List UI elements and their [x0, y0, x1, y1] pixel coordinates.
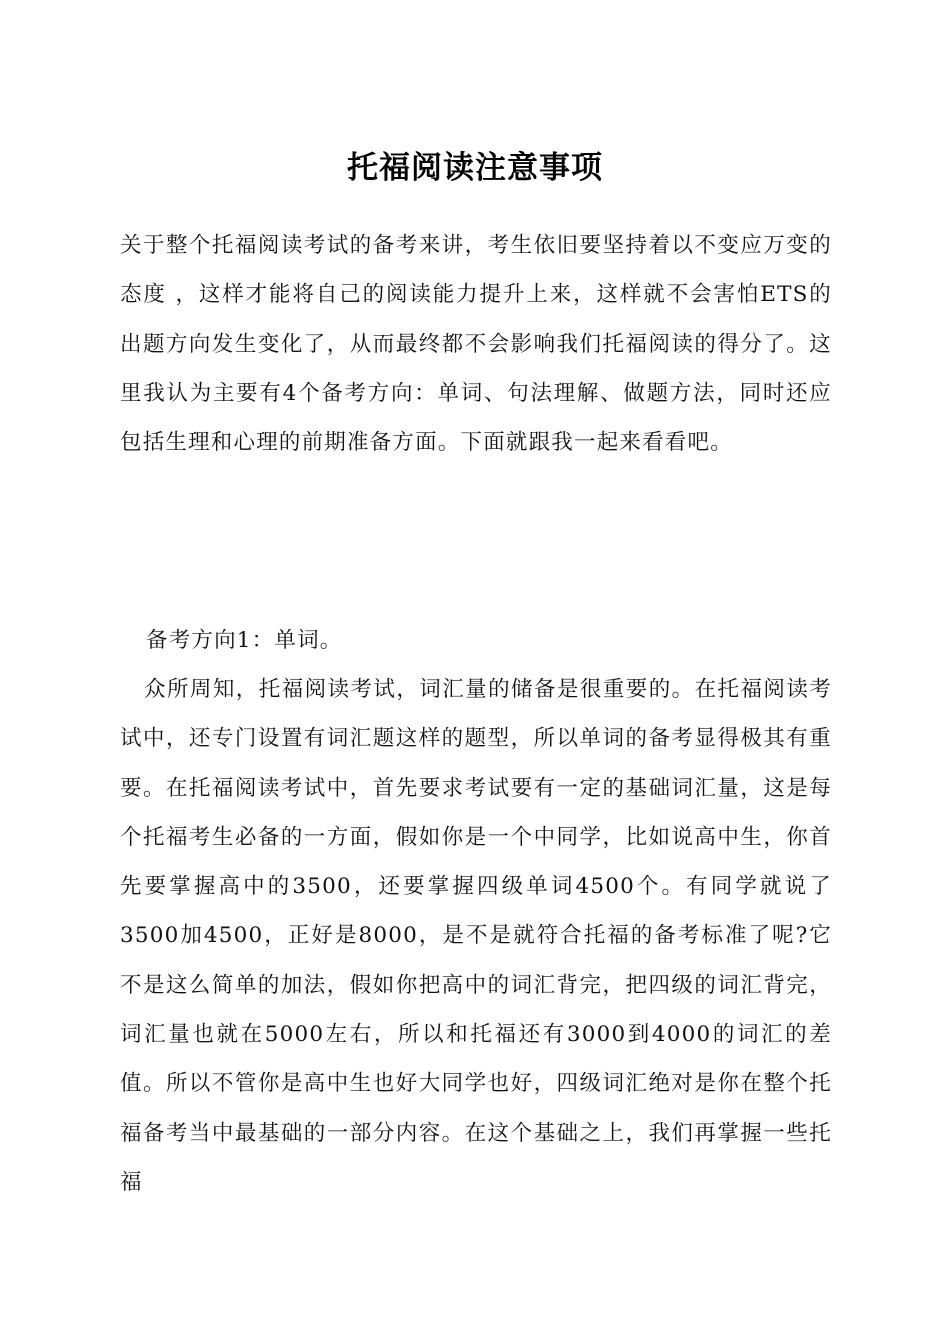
section-body-paragraph: 众所周知，托福阅读考试，词汇量的储备是很重要的。在托福阅读考试中，还专门设置有词汇题这样的题型，所以单词的备考显得极其有重要。在托福阅读考试中，首先要求考试要有一定的基础词汇量，这是每个托福考生必备的一方面，假如你是一个中同学，比如说高中生，你首先要掌握高中的3500，还要掌握四级单词4500个。有同学就说了3500加4500，正好是8000，是不是就符合托福的备考标准了呢?它不是这么简单的加法，假如你把高中的词汇背完，把四级的词汇背完，词汇量也就在5000左右，所以和托福还有3000到4000的词汇的差值。所以不管你是高中生也好大同学也好，四级词汇绝对是你在整个托福备考当中最基础的一部分内容。在这个基础之上，我们再掌握一些托福: [120, 677, 832, 1195]
section-heading: 备考方向1：单词。: [146, 628, 343, 653]
document-title: 托福阅读注意事项: [347, 150, 603, 186]
intro-paragraph: 关于整个托福阅读考试的备考来讲，考生依旧要坚持着以不变应万变的态度 ，这样才能将自己的阅读能力提升上来，这样就不会害怕ETS的出题方向发生变化了，从而最终都不会影响我们托福阅读的得分了。这里我认为主要有4个备考方向：单词、句法理解、做题方法，同时还应包括生理和心理的前期准备方面。下面就跟我一起来看看吧。: [120, 233, 832, 456]
